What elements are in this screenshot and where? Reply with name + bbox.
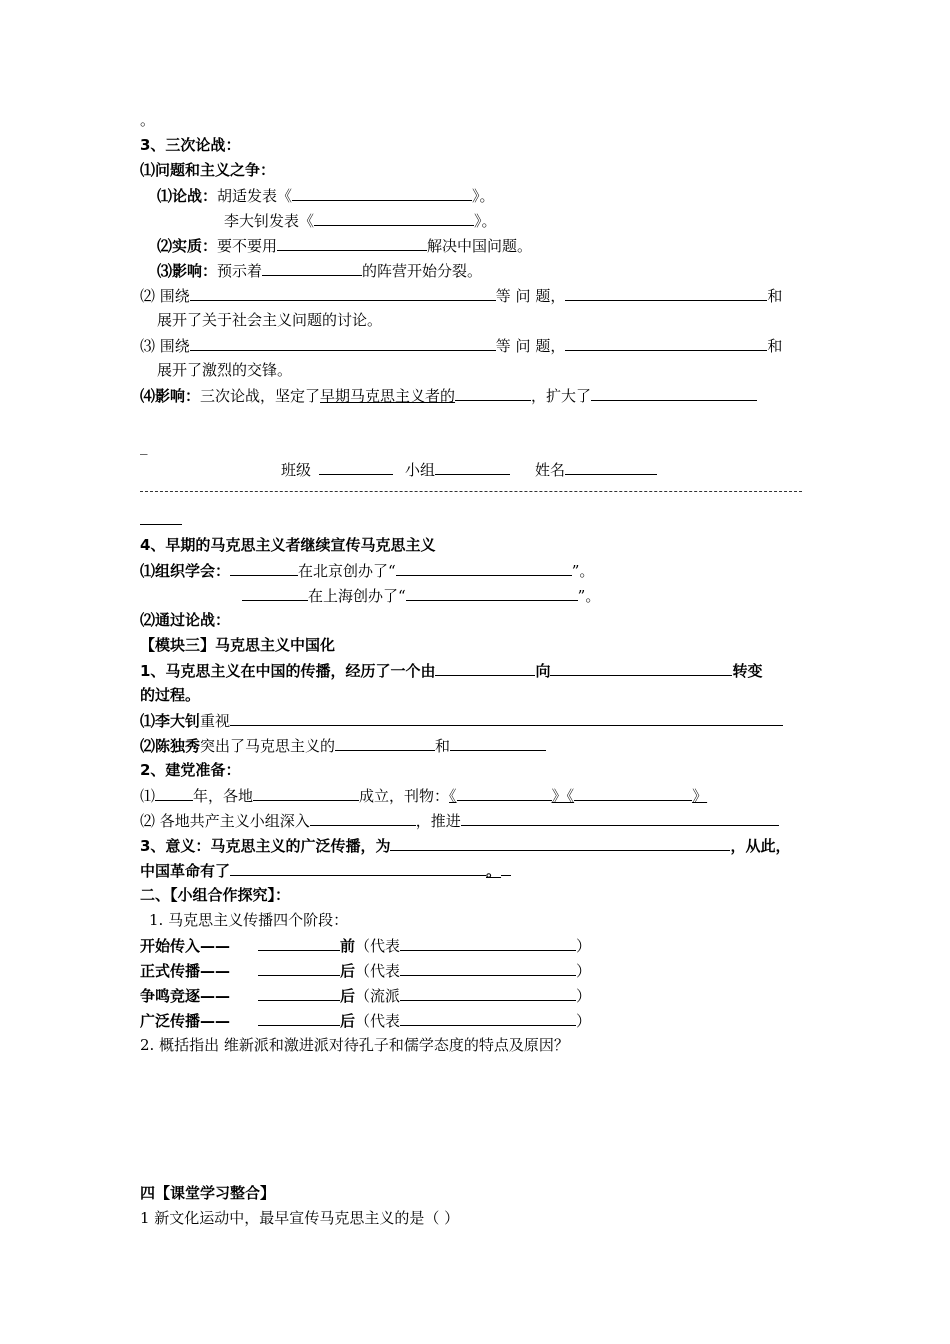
explore-title: 二、【小组合作探究】： — [140, 886, 291, 904]
stage-when: 前 — [340, 937, 356, 955]
debate-impact-line — [140, 385, 757, 406]
answer-blank[interactable] — [277, 235, 427, 251]
text: 成立，刊物： — [359, 787, 450, 805]
answer-blank[interactable] — [406, 585, 578, 601]
text: 的阵营开始分裂。 — [362, 262, 483, 280]
answer-blank[interactable] — [450, 735, 546, 751]
debate-1-line-2 — [224, 210, 497, 231]
debate-2-cont: 展开了关于社会主义问题的讨论。 — [157, 311, 383, 329]
class-label: 班级 — [281, 461, 312, 479]
group-label: 小组 — [405, 461, 436, 479]
class-field[interactable] — [319, 459, 393, 475]
answer-blank[interactable] — [574, 785, 692, 801]
text: 3、意义：马克思主义的广泛传播，为 — [140, 837, 391, 855]
answer-blank[interactable] — [400, 1010, 576, 1026]
text: 和 — [767, 337, 783, 355]
paren-close: ） — [576, 1012, 592, 1030]
stray-underscore: _ — [140, 437, 148, 455]
debate-1-title: ⑴问题和主义之争： — [140, 161, 276, 179]
stage-row — [140, 960, 591, 981]
party-prep-2 — [140, 810, 779, 831]
text: 中国革命有了 — [140, 862, 231, 880]
text: ⑵ 围绕 — [140, 287, 190, 305]
debate-2-line — [140, 285, 782, 306]
label: ⑵陈独秀 — [140, 737, 201, 755]
text: 在上海创办了“ — [308, 587, 406, 605]
answer-blank[interactable] — [258, 985, 340, 1001]
stage-label: 正式传播—— — [140, 962, 231, 980]
name-field[interactable] — [565, 459, 657, 475]
party-prep-title: 2、建党准备： — [140, 761, 241, 779]
text: ，从此， — [730, 837, 791, 855]
text: 三次论战，坚定了 — [200, 387, 321, 405]
text: 1、马克思主义在中国的传播，经历了一个由 — [140, 662, 436, 680]
stage-row — [140, 985, 591, 1006]
text: ，扩大了 — [531, 387, 592, 405]
answer-blank[interactable] — [262, 260, 362, 276]
text: 在北京创办了“ — [298, 562, 396, 580]
text: 转变 — [732, 662, 763, 680]
module-3-title: 【模块三】马克思主义中国化 — [140, 636, 336, 654]
text: ，推进 — [415, 812, 461, 830]
debate-3-line — [140, 335, 782, 356]
label: ⑶影响： — [157, 262, 218, 280]
debate-1-essence — [157, 235, 532, 256]
paren-close: ） — [576, 962, 592, 980]
stage-when: 后 — [340, 987, 356, 1005]
short-line — [140, 509, 182, 530]
stage-row — [140, 1010, 591, 1031]
name-label: 姓名 — [535, 461, 566, 479]
chen-duxiu-line — [140, 735, 546, 756]
answer-blank[interactable] — [335, 735, 435, 751]
text: 突出了马克思主义的 — [200, 737, 336, 755]
label: ⑵实质： — [157, 237, 218, 255]
answer-blank[interactable] — [400, 960, 576, 976]
li-dazhao-line — [140, 710, 783, 731]
answer-blank[interactable] — [457, 785, 552, 801]
paren: （代表 — [355, 1012, 401, 1030]
text: ⑶ 围绕 — [140, 337, 190, 355]
text: 和 — [767, 287, 783, 305]
answer-blank[interactable] — [455, 385, 531, 401]
org-line-1 — [140, 560, 594, 581]
label: ⑷影响： — [140, 387, 201, 405]
paren: （代表 — [355, 937, 401, 955]
answer-blank[interactable] — [396, 560, 572, 576]
stage-label: 开始传入—— — [140, 937, 231, 955]
answer-blank[interactable] — [435, 660, 535, 676]
text: 要不要用 — [217, 237, 278, 255]
paren-close: ） — [576, 987, 592, 1005]
answer-blank[interactable] — [314, 210, 474, 226]
text: 等 问 题， — [495, 287, 566, 305]
answer-blank[interactable] — [230, 860, 486, 876]
paren-close: ） — [576, 937, 592, 955]
answer-blank[interactable] — [190, 285, 496, 301]
significance-cont — [140, 860, 511, 881]
debate-item: ⑵通过论战： — [140, 611, 231, 629]
party-prep-1 — [140, 785, 707, 806]
label: ⑴组织学会： — [140, 562, 231, 580]
m3-line-1-cont: 的过程。 — [140, 686, 201, 704]
answer-blank[interactable] — [591, 385, 757, 401]
text: ⑵ 各地共产主义小组深入 — [140, 812, 310, 830]
answer-blank[interactable] — [292, 185, 472, 201]
underlined-text: 早期马克思主义者的 — [320, 387, 456, 405]
answer-blank[interactable] — [258, 1010, 340, 1026]
paren: （代表 — [355, 962, 401, 980]
answer-blank[interactable] — [155, 785, 193, 801]
text: 和 — [435, 737, 451, 755]
stage-row — [140, 935, 591, 956]
text: 预示着 — [217, 262, 263, 280]
text: 年，各地 — [193, 787, 254, 805]
stage-when: 后 — [340, 1012, 356, 1030]
blank-line — [140, 509, 182, 525]
answer-blank[interactable] — [242, 585, 308, 601]
text: ⑴ — [140, 787, 156, 805]
text: ”。 — [577, 587, 601, 605]
text: ”。 — [571, 562, 595, 580]
answer-blank[interactable] — [400, 985, 576, 1001]
text: 重视 — [200, 712, 231, 730]
stray-period: 。 — [140, 111, 156, 129]
journal-close: 》 — [692, 787, 708, 805]
group-field[interactable] — [435, 459, 510, 475]
answer-blank[interactable] — [230, 710, 783, 726]
explore-q1: 1. 马克思主义传播四个阶段： — [149, 911, 349, 929]
explore-q2: 2. 概括指出 维新派和激进派对待孔子和儒学态度的特点及原因？ — [140, 1036, 569, 1054]
answer-blank[interactable] — [253, 785, 359, 801]
integrate-title: 四【课堂学习整合】 — [140, 1184, 276, 1202]
paren: （流派 — [355, 987, 401, 1005]
text: 》。 — [474, 212, 497, 230]
label: ⑴论战： — [157, 187, 218, 205]
stage-when: 后 — [340, 962, 356, 980]
answer-blank[interactable] — [390, 835, 730, 851]
answer-blank[interactable] — [400, 935, 576, 951]
blank-tail — [501, 860, 511, 876]
answer-blank[interactable] — [461, 810, 779, 826]
text: 。 — [486, 862, 502, 880]
stage-label: 广泛传播—— — [140, 1012, 231, 1030]
journal-open: 《 — [449, 787, 457, 805]
label: ⑴李大钊 — [140, 712, 201, 730]
answer-blank[interactable] — [565, 335, 767, 351]
answer-blank[interactable] — [310, 810, 416, 826]
text: 胡适发表《 — [217, 187, 293, 205]
section-4-title: 4、早期的马克思主义者继续宣传马克思主义 — [140, 536, 436, 554]
answer-blank[interactable] — [258, 935, 340, 951]
text: 》。 — [472, 187, 495, 205]
answer-blank[interactable] — [565, 285, 767, 301]
answer-blank[interactable] — [550, 660, 732, 676]
section-3-title: 3、三次论战： — [140, 136, 241, 154]
integrate-q1: 1 新文化运动中，最早宣传马克思主义的是（ ） — [140, 1209, 460, 1227]
cut-line-divider — [140, 491, 802, 492]
text: 向 — [535, 662, 551, 680]
text: 李大钊发表《 — [224, 212, 315, 230]
debate-3-cont: 展开了激烈的交锋。 — [157, 361, 293, 379]
answer-blank[interactable] — [230, 560, 298, 576]
stage-label: 争鸣竞逐—— — [140, 987, 231, 1005]
answer-blank[interactable] — [258, 960, 340, 976]
debate-1-line-1 — [157, 185, 495, 206]
org-line-2 — [242, 585, 600, 606]
text: 解决中国问题。 — [427, 237, 533, 255]
debate-1-impact — [157, 260, 482, 281]
significance-line — [140, 835, 790, 856]
student-info-row — [281, 459, 657, 480]
m3-line-1 — [140, 660, 762, 681]
text: 等 问 题， — [495, 337, 566, 355]
answer-blank[interactable] — [190, 335, 496, 351]
journal-mid: 》《 — [551, 787, 575, 805]
